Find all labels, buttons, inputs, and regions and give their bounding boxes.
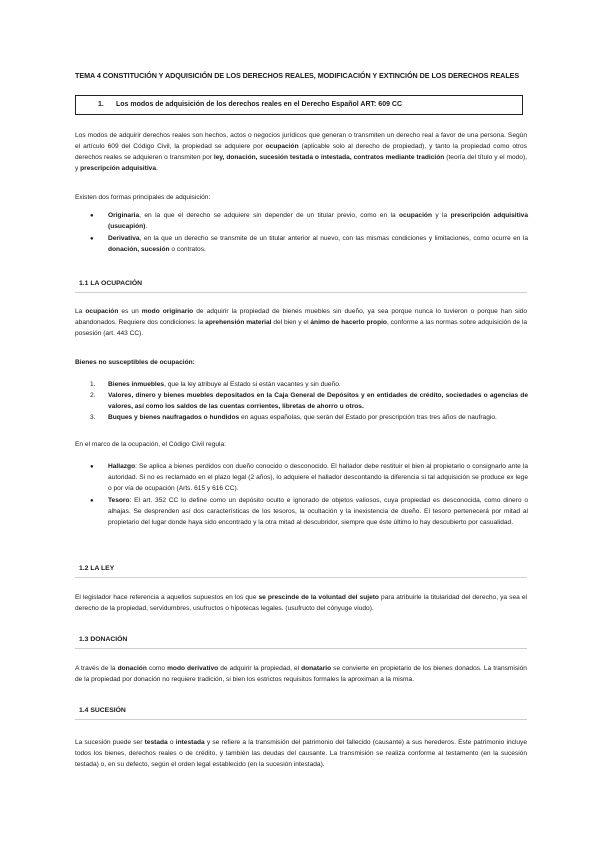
list-number: 2. (90, 391, 96, 399)
section-1-box (75, 95, 523, 115)
suc-text-1: La sucesión puede ser (75, 739, 145, 746)
ley-paragraph (75, 593, 527, 615)
don-text-3: de adquirir la propiedad, el (218, 665, 302, 672)
item-text: en aguas españolas, que serán del Estado por prescripción tras tres años de naufragio. (239, 413, 497, 421)
hallazgo-bold: Hallazgo (108, 463, 136, 470)
intro-text-1: Los modos de adquirir derechos reales son hechos, actos o negocios jurídicos que generan o transmiten un derecho real a favor de una persona. Según el artículo 609 del Código Civil, la propiedad se adquiere por (75, 132, 527, 150)
regula-intro: En el marco de la ocupación, el Código Civil regula: (75, 441, 227, 448)
der-text-1: , en la que un derecho se transmite de un titular anterior al nuevo, con las mismas condiciones y limitaciones, como ocurre en la (139, 234, 528, 242)
donacion-paragraph (75, 664, 527, 686)
ley-bold-1: se prescinde de la voluntad del sujeto (258, 594, 379, 601)
list-item (88, 211, 528, 233)
don-text-4: se convierte en propietario de los bienes donados. La transmisión de la propiedad por donación no requiere tradición, si bien los estrictos requisitos formales la aproximan a la misma. (75, 665, 527, 683)
forms-list (88, 211, 528, 257)
hallazgo-text: : Se aplica a bienes perdidos con dueño conocido o desconocido. El hallador debe restituir el bien al propietario o consignarlo ante la autoridad. Si no es reclamado en el plazo legal (2 años), lo adquiere el hallador descontando la diferencia si tal adquisición se produce ex lege o por vía de ocupación (Arts. 615 y 616 CC). (108, 463, 528, 492)
ley-text-2: para atribuirle la titularidad del derecho, ya sea el derecho de la propiedad, servidumbres, usufructos o hipotecas legales. (usufructo del cónyuge viudo). (75, 594, 527, 612)
intro-text-4: . (156, 164, 158, 172)
list-item (88, 496, 528, 529)
orig-text-1: , en la que el derecho se adquiere sin depender de un titular previo, como en la (139, 212, 400, 219)
section-heading-donacion (75, 634, 527, 649)
ocup-bold-1: ocupación (85, 308, 119, 315)
list-item (88, 391, 528, 413)
don-bold-3: donatario (301, 665, 332, 672)
ocup-bold-2: modo originario (141, 308, 194, 315)
list-number: 1. (90, 381, 96, 388)
tesoro-text: : El art. 352 CC lo define como un depósito oculto e ignorado de objetos valiosos, cuya propiedad es desconocida, como dinero o alhajas. Se desprenden así dos características de los tesoros, la ocultación y la inexistencia de dueño. El tesoro pertenecerá por mitad al propietario del lugar donde haya sido encontrado y la otra mitad al descubridor, siempre que éste último lo hay descubierto por casualidad. (108, 496, 528, 526)
ocup-text-2: de adquirir la propiedad de bienes muebles sin dueño, ya sea porque nunca lo tuvieron o porque han sido abandonados. Requiere dos condiciones: la (75, 308, 528, 326)
list-number: 3. (90, 413, 96, 421)
intro-text-3: (teoría del título y el modo), y (75, 153, 528, 172)
orig-text-3: . (145, 222, 148, 230)
orig-bold-2: ocupación (399, 212, 432, 219)
list-item (88, 234, 528, 256)
section-1-label: Los modos de adquisición de los derechos reales en el Derecho Español ART: 609 CC (116, 101, 403, 108)
ocup-text-3: del bien y el (271, 318, 311, 326)
ocup-text-0: La (75, 308, 86, 315)
intro-bold-2: ley, donación, sucesión testada o intestada, contratos mediante tradición (213, 153, 445, 161)
item-bold: Buques y bienes naufragados o hundidos (108, 413, 240, 421)
regula-list (88, 462, 528, 529)
item-bold: Bienes inmuebles (108, 381, 165, 388)
list-item (88, 380, 528, 391)
section-heading-text: 1.2 LA LEY (79, 565, 115, 572)
ocup-text-4: , conforme a las normas sobre adquisición de la posesión (art. 443 CC). (75, 318, 528, 337)
orig-bold-3: prescripción adquisitiva (usucapión) (108, 212, 528, 230)
der-bold: Derivativa (108, 234, 140, 242)
ocup-bold-4: ánimo de hacerlo propio (310, 318, 387, 326)
document-title: TEMA 4 CONSTITUCIÓN Y ADQUISICIÓN DE LOS DERECHOS REALES, MODIFICACIÓN Y EXTINCIÓN DE LOS DERECHOS REALES (75, 71, 520, 80)
section-heading-text: 1.4 SUCESIÓN (79, 707, 126, 714)
ocupacion-paragraph (75, 307, 527, 340)
section-heading-ocupacion (75, 278, 527, 293)
no-ocupacion-list (88, 380, 528, 424)
ley-text-1: El legislador hace referencia a aquellos supuestos en los que (75, 594, 259, 601)
sucesion-paragraph (75, 738, 527, 771)
section-heading-text: 1.1 LA OCUPACIÓN (79, 280, 143, 287)
orig-text-2: y la (432, 212, 451, 219)
section-heading-ley (75, 563, 527, 578)
der-bold-2: donación, sucesión (108, 245, 170, 253)
ocup-bold-3: aprehensión material (205, 318, 272, 326)
don-text-1: A través de la (75, 665, 118, 672)
list-item (88, 462, 528, 495)
orig-bold: Originaria (108, 212, 140, 219)
suc-bold-2: intestada (175, 739, 205, 746)
intro-text-2: (aplicable solo al derecho de propiedad), y tanto la propiedad como otros derechos reales se adquieren o transmiten por (75, 142, 527, 161)
don-bold-1: donación (117, 665, 147, 672)
intro-bold-1: ocupación (265, 142, 299, 150)
item-text: , que la ley atribuye al Estado si están vacantes y sin dueño. (164, 381, 341, 388)
list-item (88, 413, 528, 424)
ocup-text-1: es un (118, 308, 142, 315)
suc-text-3: y se refiere a la transmisión del patrimonio del fallecido (causante) a sus herederos. Este patrimonio incluye todos los bienes, derechos reales o de crédito, y también las deudas del causante. La transmisión se realiza conforme al testamento (en la sucesión testada) o, en su defecto, según el orden legal establecido (en la sucesión intestada). (75, 739, 527, 768)
don-bold-2: modo derivativo (167, 665, 219, 672)
forms-intro: Existen dos formas principales de adquisición: (75, 194, 211, 201)
no-ocupacion-heading: Bienes no susceptibles de ocupación: (75, 359, 195, 366)
item-bold: Valores, dinero y bienes muebles depositados en la Caja General de Depósitos y en entidades de crédito, sociedades o agencias de valores, así como los saldos de las cuentas corrientes, libretas de ahorro u otros. (108, 391, 528, 410)
don-text-2: como (146, 665, 168, 672)
section-heading-text: 1.3 DONACIÓN (79, 636, 128, 643)
der-text-2: o contratos. (169, 245, 206, 253)
section-1-number: 1. (98, 101, 104, 108)
suc-bold-1: testada (144, 739, 168, 746)
section-heading-sucesion (75, 705, 527, 720)
intro-bold-3: prescripción adquisitiva (80, 164, 156, 172)
suc-text-2: o (167, 739, 176, 746)
intro-paragraph (75, 131, 527, 175)
tesoro-bold: Tesoro (108, 496, 130, 504)
